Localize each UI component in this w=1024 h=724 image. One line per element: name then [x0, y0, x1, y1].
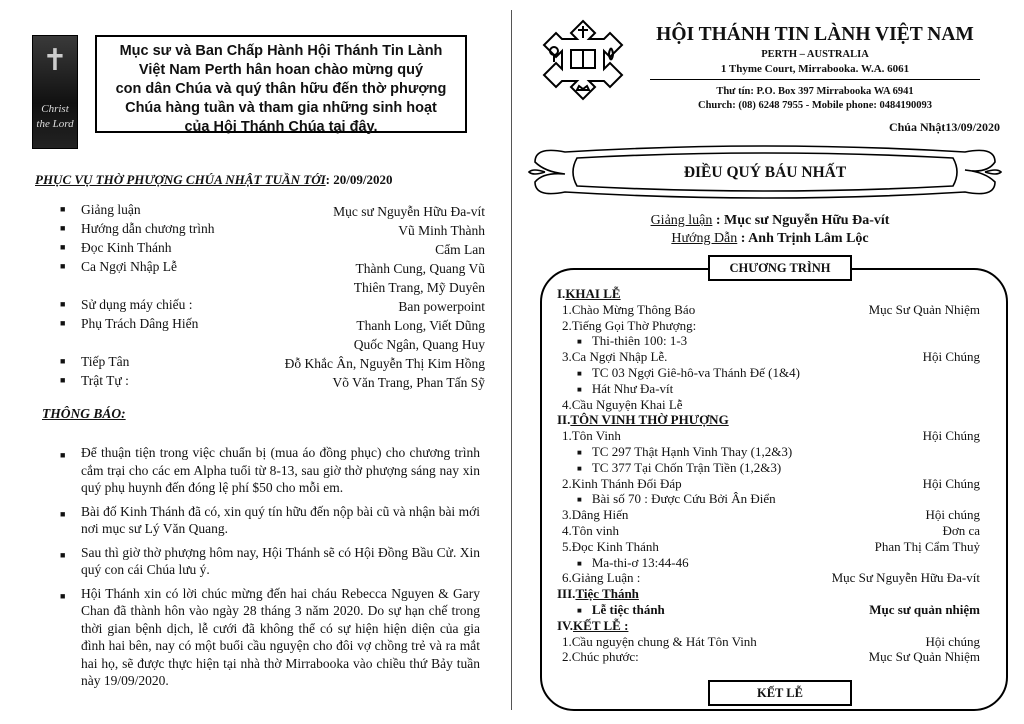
program-item-text: 3.Dâng Hiến — [562, 507, 629, 523]
program-item-text: 2.Chúc phước: — [562, 649, 639, 665]
announcements-title: THÔNG BÁO: — [42, 406, 126, 421]
program-item-text: 6.Giảng Luận : — [562, 570, 641, 586]
announcement-text: Để thuận tiện trong việc chuẩn bị (mua áo đồng phục) cho chương trình cắm trại cho các em Alpha tuổi từ 8-13, sau giờ thờ phượng sáng nay xin quý phụ huynh đến đóng lệ phí $50 cho mỗi em. — [81, 445, 480, 495]
announcement-item — [60, 503, 480, 538]
program-item-leader: Mục Sư Quản Nhiệm — [868, 649, 980, 665]
program-item — [557, 333, 985, 349]
service-role: Sử dụng máy chiếu : — [81, 297, 193, 312]
program-item-text: Lễ tiệc thánh — [591, 601, 665, 617]
program-item — [557, 602, 985, 618]
service-row — [60, 221, 490, 240]
service-row — [60, 297, 490, 316]
service-row — [60, 240, 490, 259]
image-caption-line2: the Lord — [36, 118, 74, 130]
announcement-text: Bài đố Kinh Thánh đã có, xin quý tín hữu đến nộp bài cũ và nhận bài mới nơi mục sư Lý Văn Quang. — [81, 503, 480, 536]
welcome-box — [95, 35, 467, 133]
program-item — [557, 634, 985, 650]
program-item — [557, 460, 985, 476]
church-location: PERTH – AUSTRALIA — [761, 49, 869, 60]
program-item-leader: Phan Thị Cẩm Thuỷ — [874, 538, 980, 554]
service-person: Đỗ Khắc Ân, Nguyễn Thị Kim Hồng — [284, 356, 485, 371]
section-number: III. — [557, 586, 576, 602]
bullet-icon: ■ — [60, 549, 66, 560]
leader-name: : Anh Trịnh Lâm Lộc — [737, 231, 869, 246]
service-role: Đọc Kinh Thánh — [81, 240, 172, 255]
preacher-info — [560, 212, 980, 248]
header-divider — [650, 79, 980, 80]
program-item — [557, 523, 985, 539]
bullet-icon: ■ — [60, 261, 66, 271]
service-person: Cẩm Lan — [435, 242, 485, 257]
program-heading: CHƯƠNG TRÌNH — [708, 255, 852, 281]
welcome-line: con dân Chúa và quý thân hữu đến thờ phượng — [115, 81, 447, 97]
program-item — [557, 491, 985, 507]
program-item — [557, 349, 985, 365]
bullet-icon: ■ — [577, 558, 582, 568]
program-item-leader: Mục Sư Nguyễn Hữu Đa-vít — [831, 570, 980, 586]
bullet-icon: ■ — [577, 447, 582, 457]
service-person: Vũ Minh Thành — [398, 223, 485, 238]
service-role: Phụ Trách Dâng Hiến — [81, 316, 199, 331]
announcement-item — [60, 544, 480, 579]
program-item-leader: Mục sư quản nhiệm — [869, 601, 980, 617]
service-role: Hướng dẫn chương trình — [81, 221, 215, 236]
program-item — [557, 365, 985, 381]
program-item-text: 3.Ca Ngợi Nhập Lễ. — [562, 349, 668, 365]
service-person: Mục sư Nguyễn Hữu Đa-vít — [333, 204, 485, 219]
section-title: TÔN VINH THỜ PHƯỢNG — [570, 412, 729, 428]
program-item-leader: Mục Sư Quản Nhiệm — [868, 301, 980, 317]
section-title: KẾT LỄ : — [573, 617, 629, 633]
bullet-icon: ■ — [60, 590, 66, 601]
program-list — [557, 286, 985, 665]
program-item-text: 1.Chào Mừng Thông Báo — [562, 301, 696, 317]
program-item-text: 4.Tôn vinh — [562, 522, 620, 538]
bullet-icon: ■ — [577, 368, 582, 378]
announcements-list — [60, 444, 480, 696]
phone-numbers: Church: (08) 6248 7955 - Mobile phone: 0484190093 — [697, 100, 932, 111]
program-item — [557, 649, 985, 665]
service-person: Thanh Long, Viết Dũng — [356, 318, 485, 333]
po-box: Thư tín: P.O. Box 397 Mirrabooka WA 6941 — [716, 86, 914, 97]
program-item — [557, 507, 985, 523]
program-item-text: 2.Tiếng Gọi Thờ Phượng: — [562, 317, 697, 333]
service-person: Thiên Trang, Mỹ Duyên — [353, 280, 485, 295]
service-person: Thành Cung, Quang Vũ — [355, 261, 485, 276]
program-item-text: Hát Như Đa-vít — [591, 380, 674, 396]
program-item-leader: Hội Chúng — [922, 428, 980, 444]
program-item — [557, 302, 985, 318]
program-item-text: Bài số 70 : Được Cứu Bởi Ân Điển — [591, 491, 776, 507]
program-item-text: TC 297 Thật Hạnh Vinh Thay (1,2&3) — [591, 443, 793, 459]
program-item-text: 1.Tôn Vinh — [562, 428, 621, 444]
service-row — [60, 373, 490, 392]
program-item-leader: Hội chúng — [925, 507, 980, 523]
closing-heading: KẾT LỄ — [708, 680, 852, 706]
bullet-icon: ■ — [577, 463, 582, 473]
program-item — [557, 444, 985, 460]
bullet-icon: ■ — [577, 495, 582, 505]
welcome-line: Việt Nam Perth hân hoan chào mừng quý — [138, 62, 424, 78]
announcement-text: Sau thì giờ thờ phượng hôm nay, Hội Thánh sẽ có Hội Đồng Bầu Cử. Xin quý con cái Chúa lưu ý. — [81, 544, 480, 577]
service-person: Ban powerpoint — [398, 299, 485, 314]
bullet-icon: ■ — [60, 375, 66, 385]
service-title — [35, 172, 392, 188]
program-item-text: Thi-thiên 100: 1-3 — [591, 333, 688, 349]
program-item — [557, 412, 985, 428]
bulletin-date: Chúa Nhật13/09/2020 — [888, 120, 1000, 134]
program-item-text: Ma-thi-ơ 13:44-46 — [591, 554, 689, 570]
service-role: Ca Ngợi Nhập Lễ — [81, 259, 177, 274]
program-item — [557, 397, 985, 413]
program-item-text: TC 377 Tại Chốn Trận Tiền (1,2&3) — [591, 459, 782, 475]
program-item — [557, 428, 985, 444]
program-item — [557, 586, 985, 602]
preacher-name: : Mục sư Nguyễn Hữu Đa-vít — [712, 213, 890, 228]
service-row — [60, 354, 490, 373]
bullet-icon: ■ — [577, 384, 582, 394]
service-role: Tiếp Tân — [81, 354, 130, 369]
program-item-leader: Hội Chúng — [922, 475, 980, 491]
cross-icon: ✝ — [42, 44, 68, 77]
service-role: Trật Tự : — [81, 373, 129, 388]
section-title: KHAI LỄ — [565, 286, 621, 301]
welcome-line: Mục sư và Ban Chấp Hành Hội Thánh Tin Lành — [119, 43, 443, 59]
leader-label: Hướng Dẫn — [671, 231, 738, 246]
service-person: Võ Văn Trang, Phan Tấn Sỹ — [332, 375, 485, 390]
section-number: II. — [557, 412, 571, 428]
christ-the-lord-image — [32, 35, 78, 149]
service-row — [60, 316, 490, 354]
program-item — [557, 539, 985, 555]
service-row — [60, 259, 490, 297]
bullet-icon: ■ — [577, 605, 582, 615]
bullet-icon: ■ — [60, 299, 66, 309]
program-item-text: TC 03 Ngợi Giê-hô-va Thánh Đế (1&4) — [591, 364, 800, 380]
church-address: 1 Thyme Court, Mirrabooka. W.A. 6061 — [720, 63, 910, 75]
bullet-icon: ■ — [60, 356, 66, 366]
announcement-item — [60, 444, 480, 497]
announcement-text: Hội Thánh xin có lời chúc mừng đến hai cháu Rebecca Nguyen & Gary Chan đã thành hôn vào ngày 28 tháng 3 năm 2020. Do sự hạn chế trong thời gian bệnh dịch, lễ cưới đã không thể có sự hiện hiện diện của gia đình hai bên, nay có một buổi cầu nguyện cho đôi vợ chồng trẻ và ra mắt hai họ, sẽ được thực hiện tại nhà thờ Mirrabooka vào chiều thứ Bảy tuần này 19/09/2020. — [81, 585, 480, 688]
service-list — [60, 202, 490, 392]
program-item-leader: Hội chúng — [925, 633, 980, 649]
bullet-icon: ■ — [60, 204, 66, 214]
program-item-leader: Hội Chúng — [922, 349, 980, 365]
program-item — [557, 570, 985, 586]
welcome-line: của Hội Thánh Chúa tại đây. — [184, 119, 378, 135]
preacher-label: Giảng luận — [650, 213, 713, 228]
program-item-text: 4.Cầu Nguyện Khai Lễ — [562, 396, 683, 412]
program-item-text: 1.Cầu nguyện chung & Hát Tôn Vinh — [562, 633, 757, 649]
sermon-title: ĐIỀU QUÝ BÁU NHẤT — [683, 164, 847, 181]
section-title: Tiệc Thánh — [575, 586, 639, 602]
program-item — [557, 381, 985, 397]
page-divider — [511, 10, 512, 710]
program-item-text: 2.Kinh Thánh Đối Đáp — [562, 475, 682, 491]
bullet-icon: ■ — [60, 318, 66, 328]
program-item — [557, 318, 985, 334]
bullet-icon: ■ — [60, 242, 66, 252]
bullet-icon: ■ — [60, 508, 66, 519]
bullet-icon: ■ — [577, 337, 582, 347]
bullet-icon: ■ — [60, 450, 66, 460]
service-person: Quốc Ngân, Quang Huy — [353, 337, 485, 352]
program-item — [557, 286, 985, 302]
program-item-leader: Đơn ca — [942, 522, 980, 538]
announcement-item — [60, 585, 480, 690]
program-item — [557, 555, 985, 571]
section-number: I. — [557, 286, 566, 301]
service-title-text: PHỤC VỤ THỜ PHƯỢNG CHÚA NHẬT TUẦN TỚI — [35, 172, 326, 187]
bullet-icon: ■ — [60, 223, 66, 233]
image-caption-line1: Christ — [41, 103, 69, 115]
program-item — [557, 618, 985, 634]
church-logo-icon — [541, 18, 625, 102]
section-number: IV. — [557, 617, 574, 633]
service-date: : 20/09/2020 — [325, 172, 393, 187]
welcome-line: Chúa hàng tuần và tham gia những sinh hoạt — [125, 100, 437, 116]
program-item-text: 5.Đọc Kinh Thánh — [562, 538, 659, 554]
service-row — [60, 202, 490, 221]
program-item — [557, 476, 985, 492]
church-name: HỘI THÁNH TIN LÀNH VIỆT NAM — [656, 24, 974, 45]
service-role: Giảng luận — [81, 202, 141, 217]
contact-info — [650, 85, 980, 113]
